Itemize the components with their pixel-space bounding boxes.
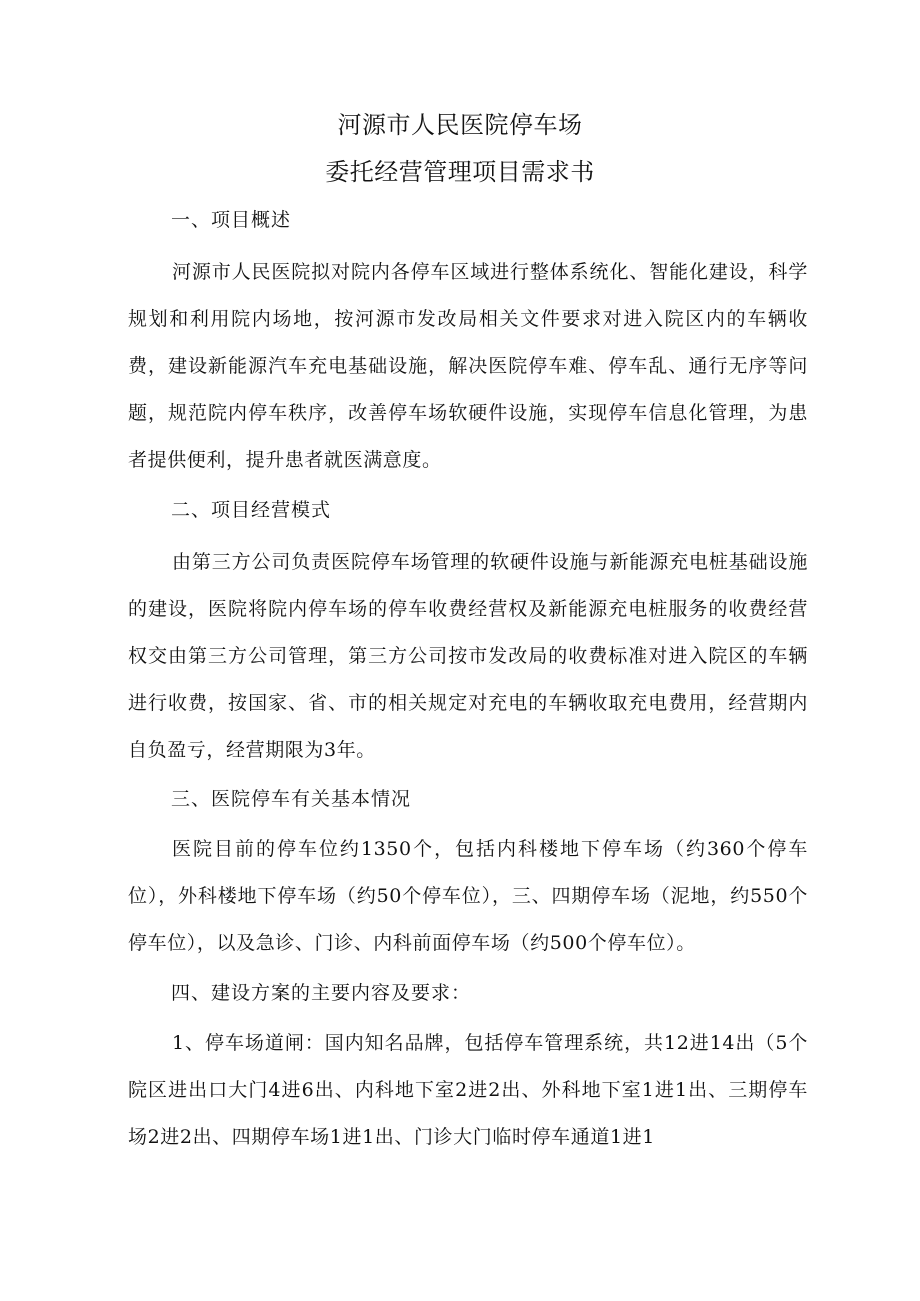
document-title-line-1: 河源市人民医院停车场 — [337, 111, 583, 139]
document-title-line-2: 委托经营管理项目需求书 — [325, 158, 595, 186]
section-body-construction-plan: 1、停车场道闸：国内知名品牌，包括停车管理系统，共12进14出（5个院区进出口大门4进6出、内科地下室2进2出、外科地下室1进1出、三期停车场2进2出、四期停车场1进1出、门诊大门临时停车通道1进1 — [128, 1032, 808, 1148]
section-heading-overview: 一、项目概述 — [171, 209, 292, 231]
section-heading-business-model: 二、项目经营模式 — [171, 499, 332, 521]
section-heading-construction-plan: 四、建设方案的主要内容及要求： — [171, 982, 472, 1004]
section-body-parking-situation: 医院目前的停车位约1350个，包括内科楼地下停车场（约360个停车位），外科楼地下停车场（约50个停车位），三、四期停车场（泥地，约550个停车位），以及急诊、门诊、内科前面停车场（约500个停车位）。 — [128, 838, 808, 954]
section-heading-parking-situation: 三、医院停车有关基本情况 — [171, 788, 412, 810]
section-body-overview: 河源市人民医院拟对院内各停车区域进行整体系统化、智能化建设，科学规划和利用院内场地，按河源市发改局相关文件要求对进入院区内的车辆收费，建设新能源汽车充电基础设施，解决医院停车难、停车乱、通行无序等问题，规范院内停车秩序，改善停车场软硬件设施，实现停车信息化管理，为患者提供便利，提升患者就医满意度。 — [128, 261, 808, 471]
section-body-business-model: 由第三方公司负责医院停车场管理的软硬件设施与新能源充电桩基础设施的建设，医院将院内停车场的停车收费经营权及新能源充电桩服务的收费经营权交由第三方公司管理，第三方公司按市发改局的收费标准对进入院区的车辆进行收费，按国家、省、市的相关规定对充电的车辆收取充电费用，经营期内自负盈亏，经营期限为3年。 — [128, 551, 808, 761]
